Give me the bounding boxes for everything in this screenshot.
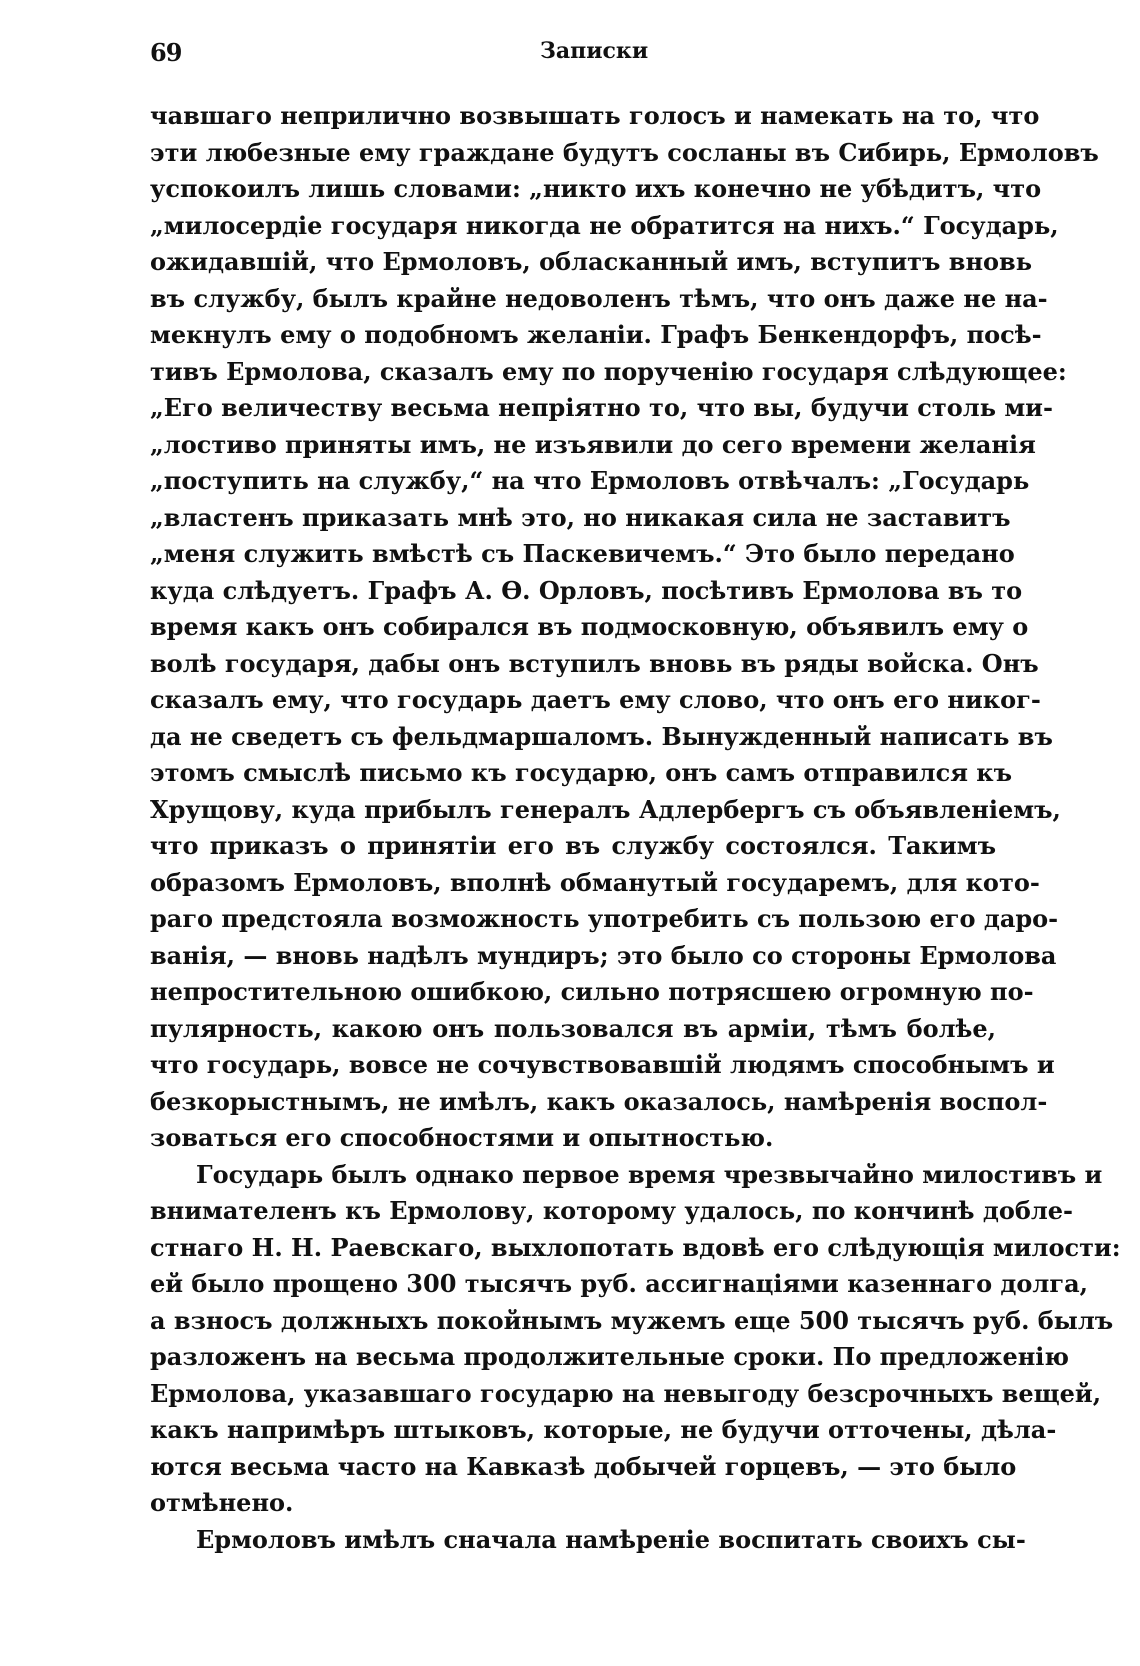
text-line: ей было прощено 300 тысячъ руб. ассигнаціями казеннаго долга, (150, 1269, 1088, 1298)
text-line: какъ напримѣръ штыковъ, которые, не будучи отточены, дѣла- (150, 1415, 1057, 1444)
text-line: эти любезные ему граждане будутъ сосланы въ Сибирь, Ермоловъ (150, 137, 1099, 167)
text-line: тивъ Ермолова, сказалъ ему по порученію государя слѣдующее: (150, 356, 1067, 386)
text-line: „лостиво приняты имъ, не изъявили до сего времени желанія (150, 429, 1036, 459)
page-number: 69 (150, 38, 182, 67)
text-line: „властенъ приказать мнѣ это, но никакая сила не заставитъ (150, 502, 1011, 532)
text-line: что государь, вовсе не сочувствовавшій людямъ способнымъ и (150, 1050, 1055, 1079)
text-line: ются весьма часто на Кавказѣ добычей горцевъ, — это было (150, 1451, 1017, 1481)
text-line: время какъ онъ собирался въ подмосковную, объявилъ ему о (150, 612, 1029, 641)
text-line: успокоилъ лишь словами: „никто ихъ конечно не убѣдитъ, что (150, 174, 1042, 203)
text-line: внимателенъ къ Ермолову, которому удалось, по кончинѣ добле- (150, 1196, 1074, 1225)
text-line: куда слѣдуетъ. Графъ А. Ѳ. Орловъ, посѣтивъ Ермолова въ то (150, 575, 1023, 605)
paragraph-end-line: отмѣнено. (150, 1488, 294, 1517)
text-line: въ службу, былъ крайне недоволенъ тѣмъ, что онъ даже не на- (150, 283, 1048, 313)
text-line: раго предстояла возможность употребить съ пользою его даро- (150, 904, 1059, 933)
text-line: Ермолова, указавшаго государю на невыгоду безсрочныхъ вещей, (150, 1378, 1102, 1408)
text-line: „милосердіе государя никогда не обратится на нихъ.“ Государь, (150, 210, 1059, 240)
text-line: пулярность, какою онъ пользовался въ арміи, тѣмъ болѣе, (150, 1013, 996, 1043)
text-line: разложенъ на весьма продолжительные сроки. По предложенію (150, 1342, 1070, 1371)
text-line: мекнулъ ему о подобномъ желаніи. Графъ Бенкендорфъ, посѣ- (150, 320, 1042, 349)
text-line: безкорыстнымъ, не имѣлъ, какъ оказалось, намѣренія воспол- (150, 1086, 1048, 1116)
text-line: сказалъ ему, что государь даетъ ему слово, что онъ его никог- (150, 685, 1041, 714)
text-line: ожидавшій, что Ермоловъ, обласканный имъ, вступитъ вновь (150, 247, 1032, 276)
text-line: чавшаго неприлично возвышать голосъ и намекать на то, что (150, 101, 1040, 130)
text-line: Хрущову, куда прибылъ генералъ Адлербергъ съ объявленіемъ, (150, 794, 1061, 824)
text-line: что приказъ о принятіи его въ службу состоялся. Такимъ (150, 831, 996, 860)
text-line: а взносъ должныхъ покойнымъ мужемъ еще 500 тысячъ руб. былъ (150, 1305, 1114, 1335)
text-line: непростительною ошибкою, сильно потрясшею огромную по- (150, 977, 1034, 1006)
paragraph-start-line: Государь былъ однако первое время чрезвычайно милостивъ и (196, 1159, 1103, 1189)
text-line: да не сведетъ съ фельдмаршаломъ. Вынужденный написать въ (150, 721, 1053, 751)
text-line: образомъ Ермоловъ, вполнѣ обманутый государемъ, для кото- (150, 867, 1040, 897)
text-line: „меня служить вмѣстѣ съ Паскевичемъ.“ Это было передано (150, 539, 1015, 568)
text-line: „поступить на службу,“ на что Ермоловъ отвѣчалъ: „Государь (150, 466, 1030, 495)
text-line: стнаго Н. Н. Раевскаго, выхлопотать вдовѣ его слѣдующія милости: (150, 1232, 1121, 1262)
text-line: этомъ смыслѣ письмо къ государю, онъ самъ отправился къ (150, 758, 1013, 787)
running-title: Записки (540, 38, 649, 64)
paragraph-start-line: Ермоловъ имѣлъ сначала намѣреніе воспитать своихъ сы- (196, 1524, 1026, 1554)
page-header (150, 38, 996, 72)
text-line: „Его величеству весьма непріятно то, что вы, будучи столь ми- (150, 393, 1053, 422)
text-line: волѣ государя, дабы онъ вступилъ вновь въ ряды войска. Онъ (150, 648, 1039, 678)
paragraph-end-line: зоваться его способностями и опытностью. (150, 1123, 774, 1152)
text-line: ванія, — вновь надѣлъ мундиръ; это было со стороны Ермолова (150, 940, 1057, 970)
body-text (150, 98, 1121, 1558)
